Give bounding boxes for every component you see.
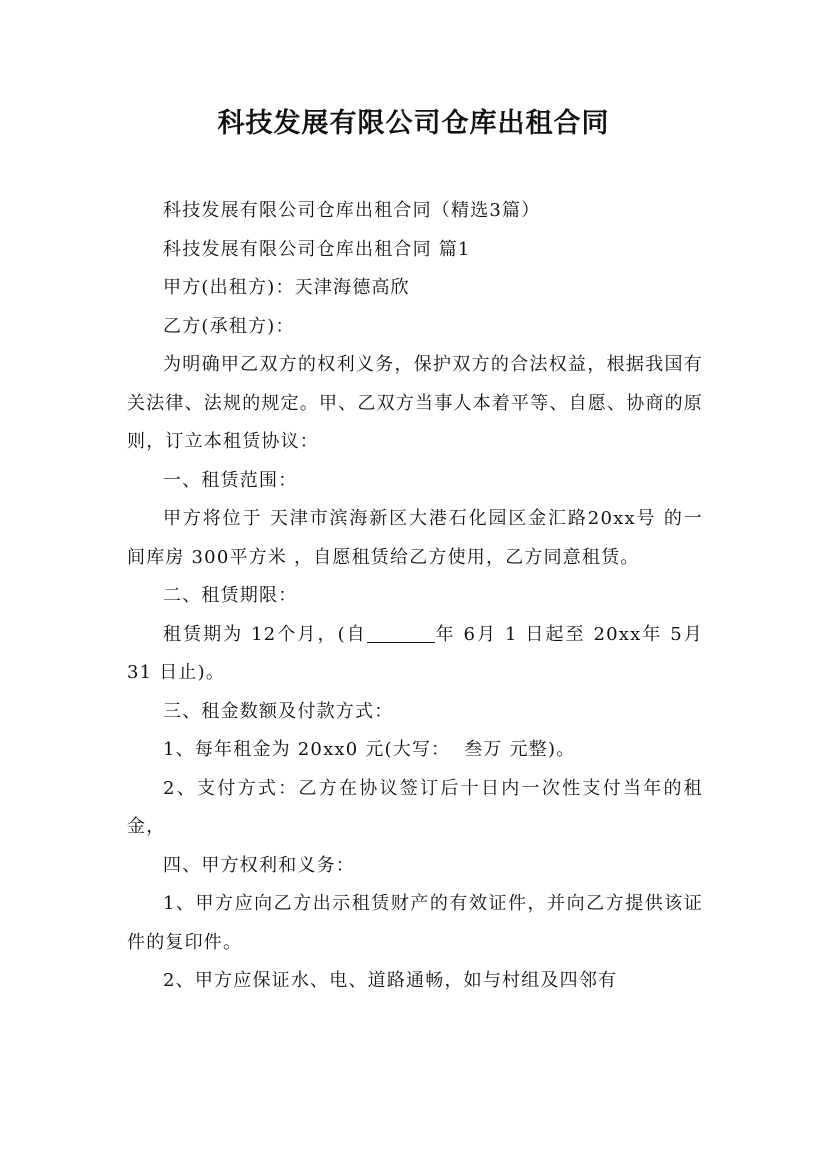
paragraph-party-a-duty-1: 1、甲方应向乙方出示租赁财产的有效证件，并向乙方提供该证件的复印件。	[127, 893, 703, 953]
paragraph-subtitle: 科技发展有限公司仓库出租合同（精选3篇）	[163, 200, 541, 221]
paragraph-party-a-duty-2: 2、甲方应保证水、电、道路通畅，如与村组及四邻有	[163, 970, 618, 991]
paragraph-rent-amount: 1、每年租金为 20xx0 元(大写： 叁万 元整)。	[163, 739, 576, 760]
paragraph-heading-term: 二、租赁期限：	[163, 585, 298, 606]
paragraph-heading-party-a-rights: 四、甲方权利和义务：	[163, 854, 355, 876]
document-body	[127, 192, 710, 1001]
paragraph-heading-scope: 一、租赁范围：	[163, 469, 298, 491]
blank-line	[367, 624, 435, 643]
paragraph-section-heading: 科技发展有限公司仓库出租合同 篇1	[163, 238, 471, 260]
paragraph-payment-method: 2、支付方式：乙方在协议签订后十日内一次性支付当年的租金，	[127, 777, 703, 837]
term-text-before-blank: 租赁期为 12个月，(自	[163, 623, 367, 645]
paragraph-heading-rent: 三、租金数额及付款方式：	[163, 700, 394, 722]
paragraph-party-b: 乙方(承租方)：	[163, 315, 295, 337]
paragraph-scope-text: 甲方将位于 天津市滨海新区大港石化园区金汇路20xx号 的一间库房 300平方米 ，自愿租赁给乙方使用，乙方同意租赁。	[127, 508, 703, 568]
paragraph-preamble: 为明确甲乙双方的权利义务，保护双方的合法权益，根据我国有关法律、法规的规定。甲、乙双方当事人本着平等、自愿、协商的原则，订立本租赁协议：	[127, 354, 703, 452]
paragraph-term-text	[127, 616, 710, 693]
document-title: 科技发展有限公司仓库出租合同	[217, 108, 610, 139]
term-text-after-blank: 年 6月 1 日起至 20xx年 5月 31 日止)。	[127, 623, 710, 683]
paragraph-party-a: 甲方(出租方)：天津海德高欣	[163, 277, 410, 298]
